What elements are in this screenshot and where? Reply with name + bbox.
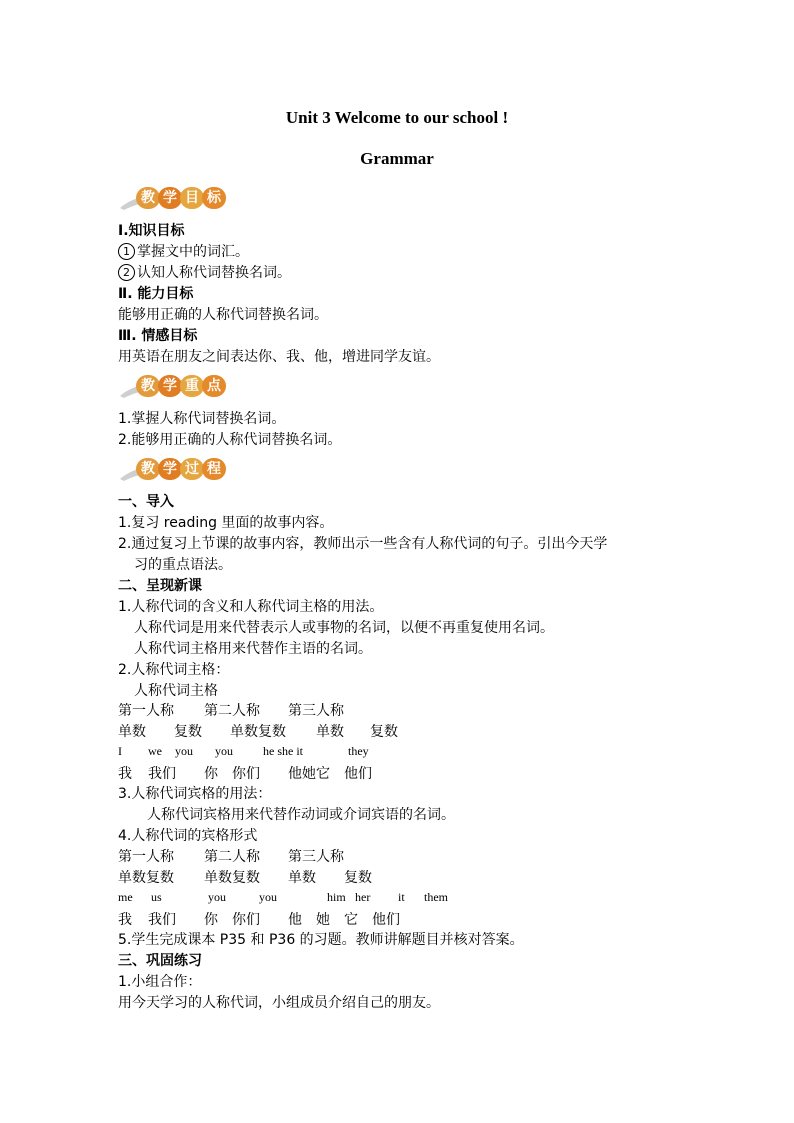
badge-key-points (118, 374, 224, 398)
pronoun-cn: 她 (316, 912, 330, 928)
person-label: 第三人称 (288, 703, 344, 719)
pronoun-cn: 他们 (344, 766, 372, 782)
section-1-heading: 一、导入 (118, 494, 174, 510)
knowledge-goal-2 (118, 263, 291, 283)
section-2-line-1b: 人称代词主格用来代替作主语的名词。 (134, 641, 372, 657)
pronoun-en: you (208, 890, 226, 904)
emotion-goals-text: 用英语在朋友之间表达你、我、他，增进同学友谊。 (118, 349, 440, 365)
person-label: 第一人称 (118, 703, 174, 719)
section-2-line-1a: 人称代词是用来代替表示人或事物的名词，以便不再重复使用名词。 (134, 620, 554, 636)
pronoun-en: them (424, 890, 448, 904)
pronoun-en: you (215, 744, 233, 758)
number-label: 复数 (174, 724, 202, 740)
pronoun-en: you (259, 890, 277, 904)
badge-char: 学 (158, 187, 182, 209)
pronoun-en: us (151, 890, 162, 904)
badge-char: 教 (136, 375, 160, 397)
ability-goals-text: 能够用正确的人称代词替换名词。 (118, 307, 328, 323)
badge-char: 重 (180, 375, 204, 397)
badge-char: 标 (202, 187, 226, 209)
badge-teaching-process (118, 457, 224, 481)
pronoun-en: him (327, 890, 346, 904)
key-point-2: 2.能够用正确的人称代词替换名词。 (118, 432, 342, 448)
pronoun-cn: 你 (204, 912, 218, 928)
pronoun-en: he she it (263, 744, 303, 758)
badge-teaching-goals (118, 186, 224, 210)
badge-char: 目 (180, 187, 204, 209)
pronoun-cn: 我们 (148, 766, 176, 782)
section-2-line-2: 2.人称代词主格： (118, 662, 230, 678)
knowledge-goals-heading: Ⅰ.知识目标 (118, 223, 185, 239)
pronoun-en: I (118, 744, 122, 758)
person-label: 第一人称 (118, 849, 174, 865)
badge-char: 学 (158, 458, 182, 480)
number-label: 单数 (118, 724, 146, 740)
section-3-line-1: 1.小组合作： (118, 974, 202, 990)
pronoun-cn: 你们 (232, 766, 260, 782)
number-label: 单数复数 (204, 870, 260, 886)
ability-goals-heading: Ⅱ. 能力目标 (118, 286, 194, 302)
badge-char: 程 (202, 458, 226, 480)
section-2-line-5: 5.学生完成课本 P35 和 P36 的习题。教师讲解题目并核对答案。 (118, 932, 524, 948)
badge-char: 学 (158, 375, 182, 397)
badge-char: 点 (202, 375, 226, 397)
pronoun-cn: 你们 (232, 912, 260, 928)
section-1-line-1: 1.复习 reading 里面的故事内容。 (118, 515, 334, 531)
pronoun-cn: 我 (118, 912, 132, 928)
pronoun-cn: 他她它 (288, 766, 330, 782)
badge-char: 教 (136, 458, 160, 480)
number-label: 单数复数 (230, 724, 286, 740)
section-2-heading: 二、呈现新课 (118, 578, 202, 594)
section-2-line-3: 3.人称代词宾格的用法： (118, 786, 272, 802)
section-2-line-4: 4.人称代词的宾格形式 (118, 828, 258, 844)
document-title: Unit 3 Welcome to our school ! (285, 108, 509, 127)
circled-number: 2 (118, 264, 135, 281)
number-label: 复数 (344, 870, 372, 886)
section-2-line-2a: 人称代词主格 (134, 683, 218, 699)
section-2-line-1: 1.人称代词的含义和人称代词主格的用法。 (118, 599, 384, 615)
knowledge-goal-2-text: 认知人称代词替换名词。 (137, 265, 291, 281)
pronoun-cn: 你 (204, 766, 218, 782)
knowledge-goal-1 (118, 242, 249, 262)
pronoun-en: her (355, 890, 371, 904)
section-1-line-2: 2.通过复习上节课的故事内容，教师出示一些含有人称代词的句子。引出今天学 (118, 536, 608, 552)
number-label: 单数复数 (118, 870, 174, 886)
badge-char: 教 (136, 187, 160, 209)
number-label: 单数 (288, 870, 316, 886)
section-3-line-1a: 用今天学习的人称代词，小组成员介绍自己的朋友。 (118, 995, 440, 1011)
circled-number: 1 (118, 243, 135, 260)
pronoun-cn: 我 (118, 766, 132, 782)
number-label: 复数 (370, 724, 398, 740)
knowledge-goal-1-text: 掌握文中的词汇。 (137, 244, 249, 260)
number-label: 单数 (316, 724, 344, 740)
emotion-goals-heading: Ⅲ. 情感目标 (118, 328, 198, 344)
person-label: 第二人称 (204, 849, 260, 865)
pronoun-cn: 他们 (372, 912, 400, 928)
person-label: 第三人称 (288, 849, 344, 865)
section-1-line-2b: 习的重点语法。 (134, 557, 232, 573)
section-3-heading: 三、巩固练习 (118, 953, 202, 969)
key-point-1: 1.掌握人称代词替换名词。 (118, 411, 286, 427)
pronoun-cn: 我们 (148, 912, 176, 928)
person-label: 第二人称 (204, 703, 260, 719)
badge-char: 过 (180, 458, 204, 480)
pronoun-en: you (175, 744, 193, 758)
pronoun-en: me (118, 890, 133, 904)
pronoun-en: we (148, 744, 162, 758)
section-2-line-3a: 人称代词宾格用来代替作动词或介词宾语的名词。 (147, 807, 455, 823)
pronoun-cn: 它 (344, 912, 358, 928)
pronoun-en: it (398, 890, 405, 904)
pronoun-cn: 他 (288, 912, 302, 928)
document-subtitle: Grammar (360, 149, 434, 168)
pronoun-en: they (348, 744, 369, 758)
